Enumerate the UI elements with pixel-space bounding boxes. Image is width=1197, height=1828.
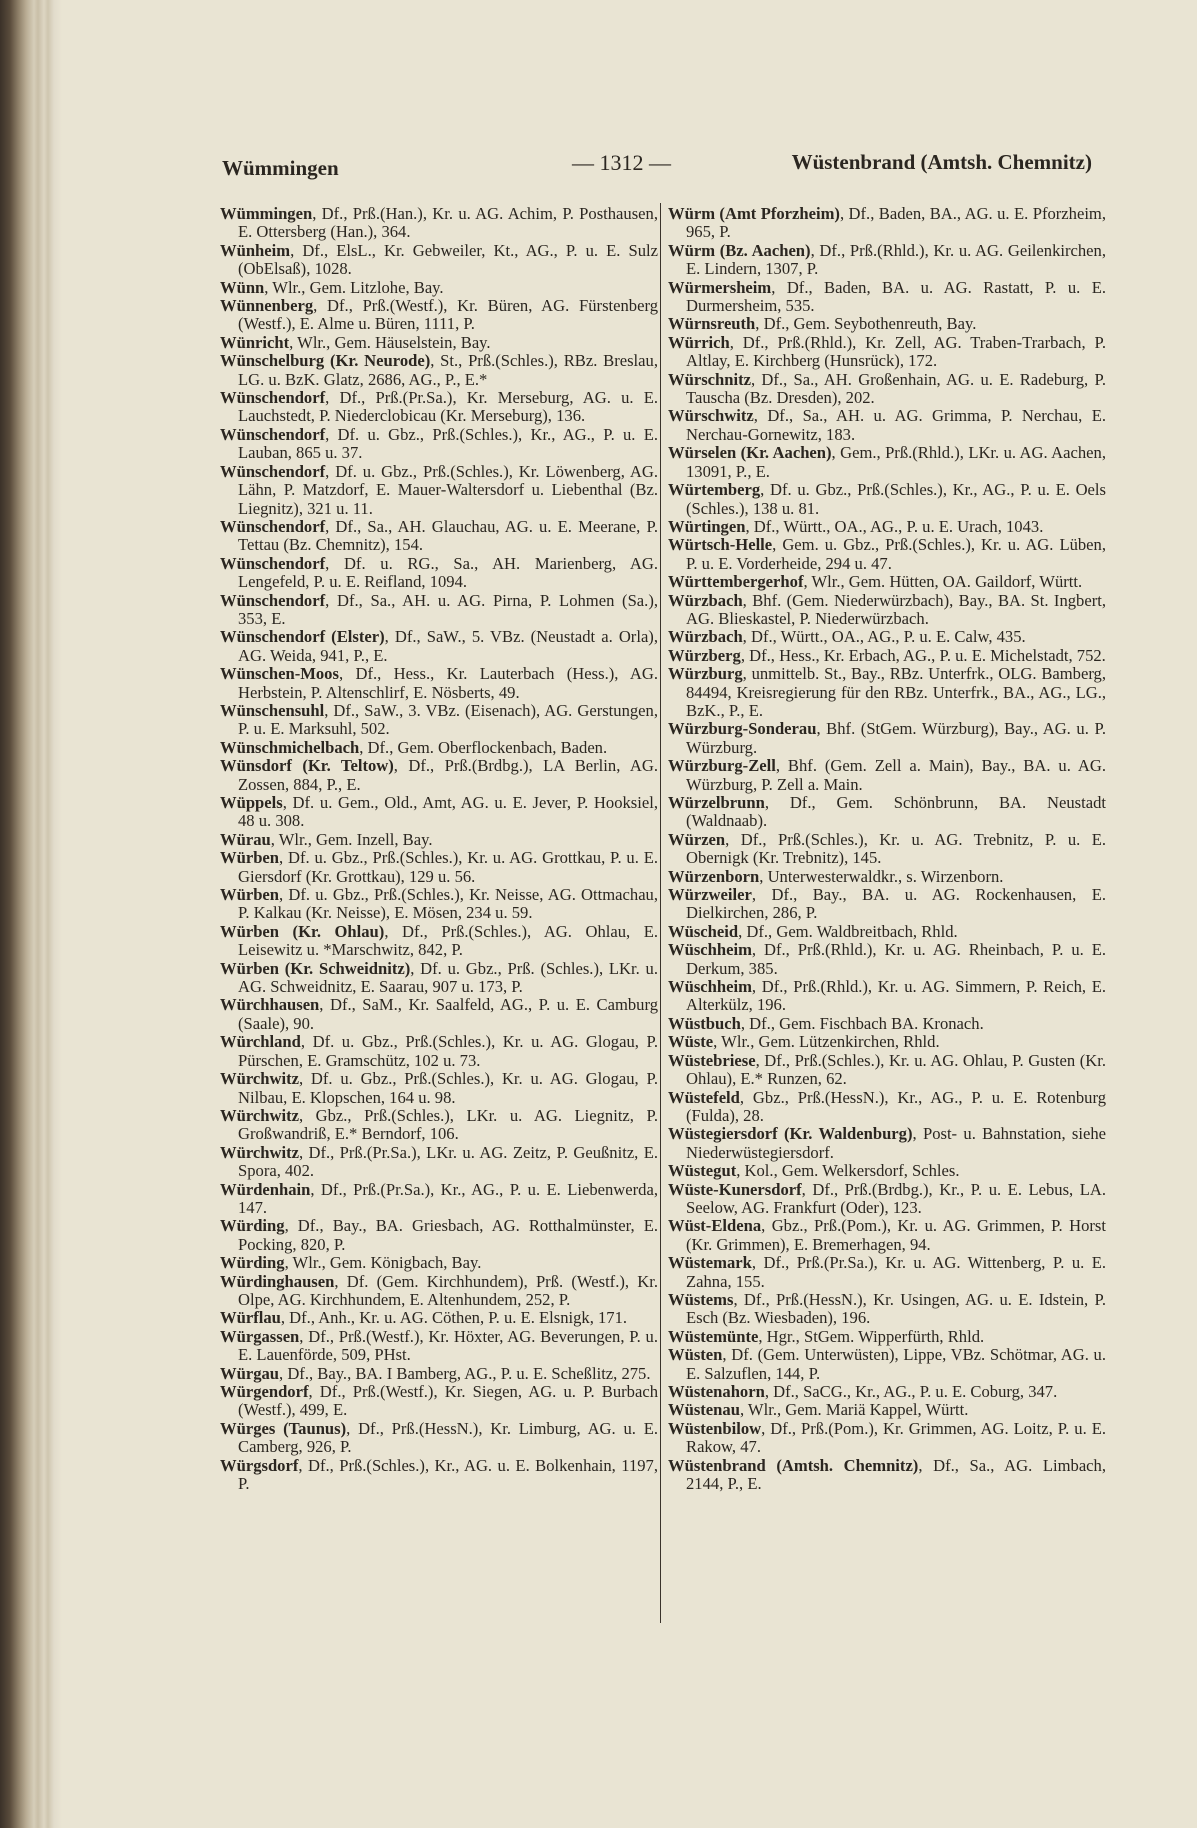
gazetteer-entry	[220, 831, 658, 849]
gazetteer-entry	[668, 923, 1106, 941]
entry-place-name: Wüstefeld	[668, 1087, 740, 1107]
entry-place-name: Wüstenahorn	[668, 1382, 765, 1401]
entry-details: , Df., Prß.(Pr.Sa.), Kr. Merseburg, AG. u. E. Lauchstedt, P. Niederclobicau (Kr. Merseburg), 136.	[238, 388, 658, 426]
entry-place-name: Würchwitz	[220, 1142, 299, 1162]
entry-place-name: Wüschheim	[668, 977, 752, 997]
entry-place-name: Wümmingen	[220, 204, 313, 223]
entry-place-name: Würben	[220, 885, 280, 905]
entry-details: , Df. (Gem. Unterwüsten), Lippe, VBz. Schötmar, AG. u. E. Salzuflen, 144, P.	[686, 1345, 1106, 1383]
gazetteer-entry	[668, 242, 1106, 279]
entry-place-name: Wüscheid	[668, 921, 739, 941]
right-running-head: Wüstenbrand (Amtsh. Chemnitz)	[791, 150, 1092, 174]
entry-place-name: Wünn	[220, 277, 265, 297]
entry-details: , Wlr., Gem. Lützenkirchen, Rhld.	[713, 1032, 940, 1052]
gazetteer-entry	[220, 352, 658, 389]
entry-place-name: Wünschendorf	[220, 461, 326, 481]
gazetteer-entry	[668, 1457, 1106, 1494]
entry-details: , Bhf. (Gem. Niederwürzbach), Bay., BA. St. Ingbert, AG. Blieskastel, P. Niederwürzbach.	[686, 590, 1106, 628]
gazetteer-entry	[668, 536, 1106, 573]
gazetteer-entry	[668, 407, 1106, 444]
gazetteer-entry	[220, 960, 658, 997]
entry-place-name: Würgsdorf	[220, 1455, 299, 1475]
entry-details: , Wlr., Gem. Häuselstein, Bay.	[289, 332, 491, 352]
entry-details: , Df., Bay., BA. u. AG. Rockenhausen, E. Dielkirchen, 286, P.	[686, 885, 1106, 923]
gazetteer-entry	[668, 886, 1106, 923]
entry-details: , Df. u. Gbz., Prß.(Schles.), Kr. u. AG. Glogau, P. Nilbau, E. Klopschen, 164 u. 98.	[238, 1069, 658, 1107]
gazetteer-entry	[668, 628, 1106, 646]
entry-details: , Wlr., Gem. Inzell, Bay.	[270, 829, 433, 849]
entry-details: , Df., Prß.(Westf.), Kr. Höxter, AG. Beverungen, P. u. E. Lauenförde, 509, PHst.	[238, 1326, 658, 1365]
gazetteer-entry	[668, 831, 1106, 868]
entry-place-name: Wünschendorf	[220, 516, 326, 536]
entry-details: , Bhf. (Gem. Zell a. Main), Bay., BA. u. AG. Würzburg, P. Zell a. Main.	[686, 756, 1106, 794]
entry-details: , Df., Prß.(Pr.Sa.), Kr., AG., P. u. E. Liebenwerda, 147.	[238, 1179, 658, 1217]
gazetteer-entry	[220, 1328, 658, 1365]
entry-place-name: Würnsreuth	[668, 314, 756, 334]
entry-details: , Df. u. RG., Sa., AH. Marienberg, AG. Lengefeld, P. u. E. Reifland, 1094.	[238, 553, 658, 592]
entry-place-name: Würchhausen	[220, 995, 320, 1015]
entry-details: , Post- u. Bahnstation, siehe Niederwüstegiersdorf.	[686, 1124, 1107, 1162]
entry-details: , Df., Gem. Fischbach BA. Kronach.	[740, 1013, 984, 1033]
entry-details: , Df. u. Gbz., Prß.(Schles.), Kr. Neisse, AG. Ottmachau, P. Kalkau (Kr. Neisse), E. Mösen, 234 u. 59.	[238, 885, 658, 923]
gazetteer-entry	[668, 1383, 1106, 1401]
entry-details: , Df., Sa., AH. Glauchau, AG. u. E. Meerane, P. Tettau (Bz. Chemnitz), 154.	[238, 516, 658, 555]
gazetteer-entry	[220, 205, 658, 242]
entry-place-name: Würau	[220, 829, 271, 849]
entry-details: , Df., Prß.(Westf.), Kr. Siegen, AG. u. P. Burbach (Westf.), 499, E.	[238, 1382, 658, 1420]
entry-place-name: Wüstegiersdorf (Kr. Waldenburg)	[668, 1124, 913, 1144]
entry-details: , Gbz., Prß.(HessN.), Kr., AG., P. u. E. Rotenburg (Fulda), 28.	[686, 1087, 1106, 1125]
entry-details: , Df., Prß.(Pom.), Kr. Grimmen, AG. Loitz, P. u. E. Rakow, 47.	[686, 1418, 1106, 1457]
entry-details: , Unterwesterwaldkr., s. Wirzenborn.	[759, 866, 1004, 886]
gazetteer-entry	[668, 794, 1106, 831]
entry-details: , unmittelb. St., Bay., RBz. Unterfrk., OLG. Bamberg, 84494, Kreisregierung für den RBz. Unterfrk., BA., AG., LG., BzK., P., E.	[686, 664, 1106, 720]
gazetteer-entry	[668, 1089, 1106, 1126]
entry-place-name: Würzen	[668, 829, 726, 849]
gazetteer-entry	[220, 996, 658, 1033]
gazetteer-entry	[668, 1217, 1106, 1254]
entry-details: , Df., Sa., AH. u. AG. Grimma, P. Nerchau, E. Nerchau-Gornewitz, 183.	[686, 406, 1106, 444]
entry-details: , Df., Württ., OA., AG., P. u. E. Calw, 435.	[742, 627, 1026, 647]
gazetteer-entry	[220, 757, 658, 794]
gazetteer-entry	[220, 592, 658, 629]
gazetteer-entry	[668, 1125, 1106, 1162]
gazetteer-entry	[220, 426, 658, 463]
entry-details: , Kol., Gem. Welkersdorf, Schles.	[736, 1161, 960, 1181]
gazetteer-entry	[668, 481, 1106, 518]
entry-place-name: Wünschendorf	[220, 590, 326, 610]
entry-place-name: Würschnitz	[668, 369, 751, 389]
entry-details: , Df., Prß.(Schles.), Kr., AG. u. E. Bolkenhain, 1197, P.	[238, 1455, 658, 1494]
entry-place-name: Würdinghausen	[220, 1271, 335, 1291]
entry-place-name: Würdenhain	[220, 1179, 311, 1199]
entry-place-name: Wünnenberg	[220, 296, 314, 316]
gazetteer-entry	[220, 389, 658, 426]
gazetteer-entry	[220, 628, 658, 665]
entry-details: , Df., Prß.(HessN.), Kr. Limburg, AG. u. E. Camberg, 926, P.	[238, 1418, 658, 1457]
entry-place-name: Wüstegut	[668, 1161, 737, 1181]
entry-details: , Df., Prß.(Pr.Sa.), Kr. u. AG. Wittenberg, P. u. E. Zahna, 155.	[686, 1253, 1106, 1291]
gazetteer-entry	[220, 297, 658, 334]
entry-place-name: Wüstemark	[668, 1253, 752, 1273]
entry-details: , Df. u. Gbz., Prß.(Schles.), Kr., AG., P. u. E. Oels (Schles.), 138 u. 81.	[686, 480, 1106, 518]
entry-details: , Df., Gem. Seybothenreuth, Bay.	[755, 314, 977, 334]
page-header	[222, 150, 1092, 184]
entry-place-name: Wüstenau	[668, 1400, 740, 1420]
entry-place-name: Wünschendorf	[220, 553, 326, 573]
entry-details: , Df., Prß.(Rhld.), Kr. u. AG. Simmern, P. Reich, E. Alterkülz, 196.	[686, 977, 1106, 1015]
gazetteer-entry	[668, 757, 1106, 794]
entry-place-name: Wüstemünte	[668, 1326, 759, 1346]
gazetteer-entry	[220, 1383, 658, 1420]
gazetteer-entry	[220, 1254, 658, 1272]
gazetteer-entry	[668, 1346, 1106, 1383]
entry-details: , Df., Prß.(Rhld.), Kr. u. AG. Rheinbach, P. u. E. Derkum, 385.	[686, 940, 1106, 978]
entry-details: , Df., SaW., 3. VBz. (Eisenach), AG. Gerstungen, P. u. E. Marksuhl, 502.	[238, 700, 658, 739]
gazetteer-entry	[668, 279, 1106, 316]
entry-details: , Df., Prß.(Brdbg.), LA Berlin, AG. Zossen, 884, P., E.	[238, 756, 658, 794]
entry-place-name: Würchwitz	[220, 1105, 299, 1125]
gazetteer-entry	[668, 1401, 1106, 1419]
entry-details: , Df., Bay., BA. I Bamberg, AG., P. u. E. Scheßlitz, 275.	[279, 1363, 651, 1383]
entry-place-name: Würchwitz	[220, 1069, 299, 1089]
entry-details: , Df., Prß.(Rhld.), Kr. u. AG. Geilenkirchen, E. Lindern, 1307, P.	[686, 240, 1106, 279]
entry-details: , Df., Hess., Kr. Erbach, AG., P. u. E. Michelstadt, 752.	[740, 645, 1106, 665]
entry-place-name: Würgendorf	[220, 1382, 309, 1401]
entry-details: , Df., Prß.(Schles.), Kr. u. AG. Ohlau, P. Gusten (Kr. Ohlau), E.* Runzen, 62.	[686, 1050, 1106, 1089]
book-binding-edge	[0, 0, 62, 1828]
entry-details: , Df. u. Gbz., Prß.(Schles.), Kr. u. AG. Grottkau, P. u. E. Giersdorf (Kr. Grottkau), 129 u. 56.	[238, 848, 658, 886]
gazetteer-entry	[668, 1420, 1106, 1457]
entry-details: , Gbz., Prß.(Schles.), LKr. u. AG. Liegnitz, P. Großwandriß, E.* Berndorf, 106.	[238, 1105, 658, 1144]
entry-details: , Df., Gem. Waldbreitbach, Rhld.	[738, 921, 958, 941]
page-number: — 1312 —	[572, 150, 671, 175]
entry-details: , Df. u. Gbz., Prß.(Schles.), Kr. u. AG. Glogau, P. Pürschen, E. Gramschütz, 102 u. 73.	[238, 1032, 658, 1070]
gazetteer-entry	[220, 242, 658, 279]
entry-place-name: Würzberg	[668, 645, 741, 665]
gazetteer-entry	[668, 1291, 1106, 1328]
entry-place-name: Würflau	[220, 1308, 281, 1328]
entry-place-name: Würzburg-Sonderau	[668, 719, 817, 739]
entry-place-name: Wüste-Kunersdorf	[668, 1179, 802, 1199]
entry-place-name: Würges (Taunus)	[220, 1418, 347, 1438]
gazetteer-entry	[668, 1033, 1106, 1051]
entry-place-name: Wünheim	[220, 240, 291, 260]
gazetteer-entry	[220, 1144, 658, 1181]
entry-details: , Df. u. Gbz., Prß.(Schles.), Kr. Löwenberg, AG. Lähn, P. Matzdorf, E. Mauer-Waltersdorf u. Liebenthal (Bz. Liegnitz), 321 u. 11.	[238, 461, 658, 518]
gazetteer-entry	[220, 794, 658, 831]
entry-place-name: Wünschendorf	[220, 424, 326, 444]
left-column	[220, 205, 658, 1493]
gazetteer-entry	[668, 665, 1106, 720]
gazetteer-entry	[668, 315, 1106, 333]
entry-details: , Df., Prß.(Brdbg.), Kr., P. u. E. Lebus, LA. Seelow, AG. Frankfurt (Oder), 123.	[686, 1179, 1106, 1217]
entry-details: , Df., Gem. Oberflockenbach, Baden.	[359, 737, 608, 757]
entry-details: , Df., SaCG., Kr., AG., P. u. E. Coburg, 347.	[764, 1382, 1058, 1401]
gazetteer-entry	[220, 1457, 658, 1494]
entry-place-name: Wüstbuch	[668, 1013, 741, 1033]
entry-details: , Wlr., Gem. Litzlohe, Bay.	[264, 277, 444, 297]
entry-details: , Df., Baden, BA. u. AG. Rastatt, P. u. E. Durmersheim, 535.	[686, 277, 1106, 316]
entry-details: , Df., SaM., Kr. Saalfeld, AG., P. u. E. Camburg (Saale), 90.	[238, 995, 658, 1033]
entry-place-name: Würgassen	[220, 1326, 300, 1346]
entry-place-name: Wüstenbrand (Amtsh. Chemnitz)	[668, 1455, 919, 1475]
entry-details: , Df., SaW., 5. VBz. (Neustadt a. Orla), AG. Weida, 941, P., E.	[238, 627, 658, 665]
gazetteer-entry	[668, 371, 1106, 408]
entry-details: , Df., Bay., BA. Griesbach, AG. Rotthalmünster, E. Pocking, 820, P.	[238, 1216, 658, 1254]
entry-details: , Bhf. (StGem. Würzburg), Bay., AG. u. P. Würzburg.	[686, 719, 1106, 757]
gazetteer-entry	[668, 205, 1106, 242]
entry-place-name: Würtemberg	[668, 480, 761, 500]
entry-place-name: Würschwitz	[668, 406, 754, 426]
entry-details: , Df. u. Gbz., Prß.(Schles.), Kr., AG., P. u. E. Lauban, 865 u. 37.	[238, 424, 658, 463]
entry-place-name: Wünschendorf	[220, 388, 326, 408]
entry-details: , Gem. u. Gbz., Prß.(Schles.), Kr. u. AG. Lüben, P. u. E. Vorderheide, 294 u. 47.	[686, 535, 1106, 573]
entry-details: , Wlr., Gem. Hütten, OA. Gaildorf, Württ.	[803, 572, 1083, 592]
entry-place-name: Würm (Bz. Aachen)	[668, 240, 811, 260]
gazetteer-entry	[220, 923, 658, 960]
gazetteer-entry	[668, 1015, 1106, 1033]
entry-place-name: Würding	[220, 1216, 285, 1236]
gazetteer-entry	[668, 444, 1106, 481]
entry-details: , Df. u. Gbz., Prß. (Schles.), LKr. u. AG. Schweidnitz, E. Saarau, 907 u. 173, P.	[238, 958, 658, 997]
entry-place-name: Würchland	[220, 1032, 301, 1052]
entry-place-name: Würzbach	[668, 590, 743, 610]
left-running-head: Wümmingen	[222, 156, 339, 180]
gazetteer-entry	[220, 1107, 658, 1144]
entry-place-name: Wüste	[668, 1032, 714, 1052]
gazetteer-entry	[220, 463, 658, 518]
gazetteer-entry	[668, 573, 1106, 591]
entry-place-name: Wüstebriese	[668, 1050, 756, 1070]
entry-place-name: Würzweiler	[668, 885, 752, 905]
entry-place-name: Württembergerhof	[668, 572, 804, 592]
entry-place-name: Wüstems	[668, 1289, 734, 1309]
entry-details: , St., Prß.(Schles.), RBz. Breslau, LG. u. BzK. Glatz, 2686, AG., P., E.*	[238, 351, 658, 389]
entry-place-name: Würmersheim	[668, 277, 772, 297]
entry-details: , Df., Sa., AH. Großenhain, AG. u. E. Radeburg, P. Tauscha (Bz. Dresden), 202.	[686, 369, 1106, 408]
gazetteer-entry	[668, 334, 1106, 371]
entry-place-name: Wünschendorf (Elster)	[220, 627, 385, 647]
entry-details: , Wlr., Gem. Mariä Kappel, Württ.	[739, 1400, 969, 1420]
entry-details: , Df. u. Gem., Old., Amt, AG. u. E. Jever, P. Hooksiel, 48 u. 308.	[238, 793, 658, 831]
entry-details: , Df., Sa., AG. Limbach, 2144, P., E.	[686, 1455, 1106, 1494]
gazetteer-entry	[220, 886, 658, 923]
entry-place-name: Wünschelburg (Kr. Neurode)	[220, 351, 431, 371]
entry-place-name: Würtsch-Helle	[668, 535, 773, 555]
entry-place-name: Würben (Kr. Ohlau)	[220, 921, 385, 941]
entry-details: , Df., Prß.(Pr.Sa.), LKr. u. AG. Zeitz, P. Geußnitz, E. Spora, 402.	[238, 1142, 658, 1181]
gazetteer-entry	[668, 1162, 1106, 1180]
entry-place-name: Würzelbrunn	[668, 793, 765, 812]
gazetteer-entry	[220, 279, 658, 297]
entry-place-name: Würtingen	[668, 516, 746, 536]
gazetteer-entry	[220, 702, 658, 739]
entry-place-name: Wüst-Eldena	[668, 1216, 762, 1236]
entry-details: , Hgr., StGem. Wipperfürth, Rhld.	[758, 1326, 985, 1346]
entry-place-name: Würben	[220, 848, 280, 868]
entry-place-name: Würgau	[220, 1363, 280, 1383]
entry-place-name: Würding	[220, 1253, 285, 1273]
entry-details: , Df., Sa., AH. u. AG. Pirna, P. Lohmen (Sa.), 353, E.	[238, 590, 658, 628]
gazetteer-entry	[220, 1420, 658, 1457]
entry-details: , Df., Prß.(Han.), Kr. u. AG. Achim, P. Posthausen, E. Ottersberg (Han.), 364.	[238, 204, 658, 242]
gazetteer-entry	[668, 1254, 1106, 1291]
entry-place-name: Würben (Kr. Schweidnitz)	[220, 958, 411, 978]
entry-details: , Df., Prß.(HessN.), Kr. Usingen, AG. u. E. Idstein, P. Esch (Bz. Wiesbaden), 196.	[686, 1289, 1106, 1328]
entry-details: , Gem., Prß.(Rhld.), LKr. u. AG. Aachen, 13091, P., E.	[686, 443, 1106, 481]
entry-place-name: Wünschensuhl	[220, 700, 325, 720]
gazetteer-entry	[668, 1052, 1106, 1089]
entry-place-name: Würrich	[668, 332, 730, 352]
entry-details: , Df., Anh., Kr. u. AG. Cöthen, P. u. E. Elsnigk, 171.	[280, 1308, 628, 1328]
entry-details: , Df. (Gem. Kirchhundem), Prß. (Westf.), Kr. Olpe, AG. Kirchhundem, E. Altenhundem, 252, P.	[238, 1271, 658, 1309]
gazetteer-entry	[220, 1273, 658, 1310]
gazetteer-entry	[668, 978, 1106, 1015]
entry-place-name: Wünschen-Moos	[220, 664, 339, 684]
gazetteer-entry	[668, 1181, 1106, 1218]
gazetteer-entry	[220, 1070, 658, 1107]
entry-place-name: Würzburg-Zell	[668, 756, 776, 776]
entry-place-name: Würzburg	[668, 664, 743, 684]
entry-place-name: Wünricht	[220, 332, 290, 352]
entry-place-name: Würzbach	[668, 627, 743, 647]
entry-details: , Df., Prß.(Schles.), Kr. u. AG. Trebnitz, P. u. E. Obernigk (Kr. Trebnitz), 145.	[686, 829, 1106, 868]
column-divider	[660, 203, 661, 1623]
gazetteer-entry	[220, 555, 658, 592]
entry-place-name: Wünschmichelbach	[220, 737, 360, 757]
gazetteer-entry	[668, 868, 1106, 886]
gazetteer-entry	[668, 1328, 1106, 1346]
entry-details: , Df., Hess., Kr. Lauterbach (Hess.), AG. Herbstein, P. Altenschlirf, E. Nösberts, 49.	[238, 664, 658, 702]
entry-place-name: Wüsten	[668, 1345, 723, 1365]
entry-place-name: Würselen (Kr. Aachen)	[668, 443, 832, 463]
entry-details: , Gbz., Prß.(Pom.), Kr. u. AG. Grimmen, P. Horst (Kr. Grimmen), E. Bremerhagen, 94.	[686, 1216, 1106, 1254]
gazetteer-entry	[668, 518, 1106, 536]
entry-details: , Df., Prß.(Westf.), Kr. Büren, AG. Fürstenberg (Westf.), E. Alme u. Büren, 1111, P.	[238, 296, 658, 334]
entry-place-name: Wüppels	[220, 793, 283, 812]
entry-details: , Wlr., Gem. Königbach, Bay.	[284, 1253, 482, 1273]
entry-place-name: Würm (Amt Pforzheim)	[668, 204, 840, 223]
entry-place-name: Wüstenbilow	[668, 1418, 762, 1438]
gazetteer-entry	[220, 1365, 658, 1383]
gazetteer-entry	[220, 739, 658, 757]
entry-details: , Df., Prß.(Schles.), AG. Ohlau, E. Leisewitz u. *Marschwitz, 842, P.	[238, 921, 658, 960]
gazetteer-entry	[220, 1181, 658, 1218]
gazetteer-entry	[220, 665, 658, 702]
gazetteer-entry	[668, 592, 1106, 629]
gazetteer-entry	[668, 941, 1106, 978]
entry-details: , Df., Baden, BA., AG. u. E. Pforzheim, 965, P.	[686, 204, 1106, 242]
entry-details: , Df., ElsL., Kr. Gebweiler, Kt., AG., P. u. E. Sulz (ObElsaß), 1028.	[238, 240, 658, 279]
entry-place-name: Würzenborn	[668, 866, 760, 886]
entry-place-name: Wünsdorf (Kr. Teltow)	[220, 756, 394, 776]
entry-place-name: Wüschheim	[668, 940, 752, 960]
gazetteer-entry	[220, 849, 658, 886]
gazetteer-entry	[668, 720, 1106, 757]
entry-details: , Df., Prß.(Rhld.), Kr. Zell, AG. Traben-Trarbach, P. Altlay, E. Kirchberg (Hunsrück), 172.	[686, 332, 1106, 371]
gazetteer-entry	[668, 647, 1106, 665]
entry-details: , Df., Gem. Schönbrunn, BA. Neustadt (Waldnaab).	[686, 793, 1106, 831]
right-column	[668, 205, 1106, 1493]
entry-details: , Df., Württ., OA., AG., P. u. E. Urach, 1043.	[745, 516, 1044, 536]
gazetteer-entry	[220, 1309, 658, 1327]
gazetteer-entry	[220, 1217, 658, 1254]
gazetteer-entry	[220, 518, 658, 555]
gazetteer-entry	[220, 334, 658, 352]
gazetteer-entry	[220, 1033, 658, 1070]
